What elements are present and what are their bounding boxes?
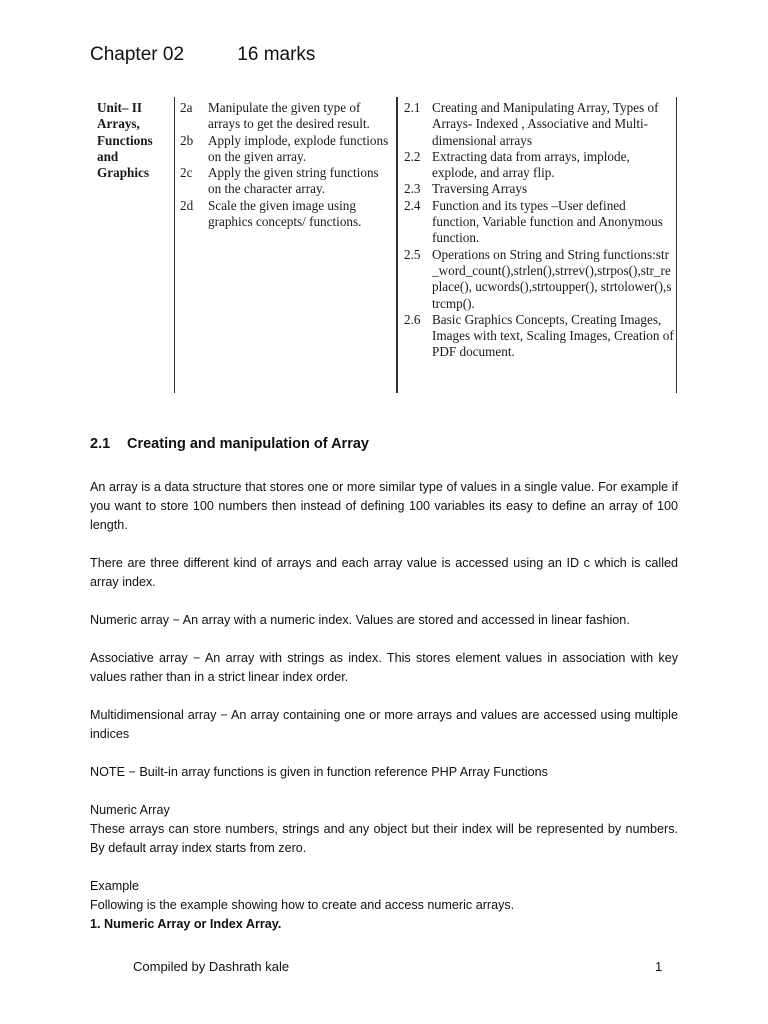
topic-text: Extracting data from arrays, implode, explode, and array flip. [432, 148, 630, 181]
topic-text: Function and its types –User defined function, Variable function and Anonymous function. [432, 197, 663, 246]
topic-number: 2.3 [404, 181, 421, 197]
outcome-item [180, 133, 392, 166]
outcome-code: 2c [180, 165, 193, 181]
topic-item [404, 247, 674, 312]
outcome-text: Manipulate the given type of arrays to get the desired result. [208, 100, 370, 132]
paragraph: Associative array − An array with strings as index. This stores element values in association with key values rather than in a strict linear index order. [90, 651, 678, 684]
outcome-item [180, 165, 392, 198]
section-heading [90, 436, 369, 452]
subheading-example: Example [90, 879, 139, 893]
topic-item [404, 312, 674, 361]
subheading-numeric-array: Numeric Array [90, 803, 170, 817]
numbered-heading: 1. Numeric Array or Index Array. [90, 917, 282, 931]
topic-item [404, 149, 674, 182]
learning-outcomes [180, 100, 392, 230]
page-number: 1 [655, 959, 663, 974]
paragraph: Numeric array − An array with a numeric index. Values are stored and accessed in linear fashion. [90, 613, 630, 627]
topic-number: 2.1 [404, 100, 421, 115]
unit-title: Unit– II Arrays, Functions and Graphics [97, 100, 153, 181]
topic-number: 2.4 [404, 197, 421, 213]
outcome-text: Apply implode, explode functions on the given array. [208, 132, 389, 164]
outcome-text: Scale the given image using graphics concepts/ functions. [208, 197, 362, 230]
topic-number: 2.2 [404, 148, 421, 164]
paragraph: These arrays can store numbers, strings and any object but their index will be represented by numbers. By default array index starts from zero. [90, 822, 678, 855]
topic-item [404, 198, 674, 247]
table-divider [174, 97, 175, 393]
topic-text: Creating and Manipulating Array, Types of Arrays- Indexed , Associative and Multi-dimensional arrays [432, 100, 659, 148]
section-title: Creating and manipulation of Array [127, 436, 369, 452]
chapter-title: Chapter 02 [90, 44, 185, 65]
table-divider [676, 97, 677, 393]
table-divider [396, 97, 398, 393]
outcome-code: 2d [180, 197, 194, 213]
topics-list [404, 100, 674, 361]
section-number: 2.1 [90, 436, 111, 452]
topic-item [404, 100, 674, 149]
topic-text: Traversing Arrays [432, 181, 528, 197]
paragraph: NOTE − Built-in array functions is given in function reference PHP Array Functions [90, 765, 548, 779]
topic-number: 2.5 [404, 246, 421, 262]
syllabus-table [90, 97, 678, 393]
chapter-header [90, 44, 315, 66]
paragraph: Multidimensional array − An array containing one or more arrays and values are accessed using multiple indices [90, 708, 678, 741]
outcome-item [180, 100, 392, 133]
topic-number: 2.6 [404, 311, 421, 327]
outcome-code: 2b [180, 132, 194, 148]
paragraph: There are three different kind of arrays and each array value is accessed using an ID c which is called array index. [90, 556, 678, 589]
paragraph: An array is a data structure that stores one or more similar type of values in a single value. For example if you want to store 100 numbers then instead of defining 100 variables its easy to define an array of 100 length. [90, 480, 678, 532]
topic-text: Operations on String and String functions:str_word_count(),strlen(),strrev(),strpos(),str_replace(), ucwords(),strtoupper(), strtolower(),strcmp(). [432, 246, 672, 311]
topic-item [404, 181, 674, 197]
footer-author: Compiled by Dashrath kale [133, 959, 290, 974]
outcome-text: Apply the given string functions on the character array. [208, 165, 379, 197]
outcome-item [180, 198, 392, 231]
topic-text: Basic Graphics Concepts, Creating Images, Images with text, Scaling Images, Creation of PDF document. [432, 311, 674, 360]
chapter-marks: 16 marks [237, 44, 316, 65]
outcome-code: 2a [180, 100, 193, 115]
paragraph: Following is the example showing how to create and access numeric arrays. [90, 898, 515, 912]
